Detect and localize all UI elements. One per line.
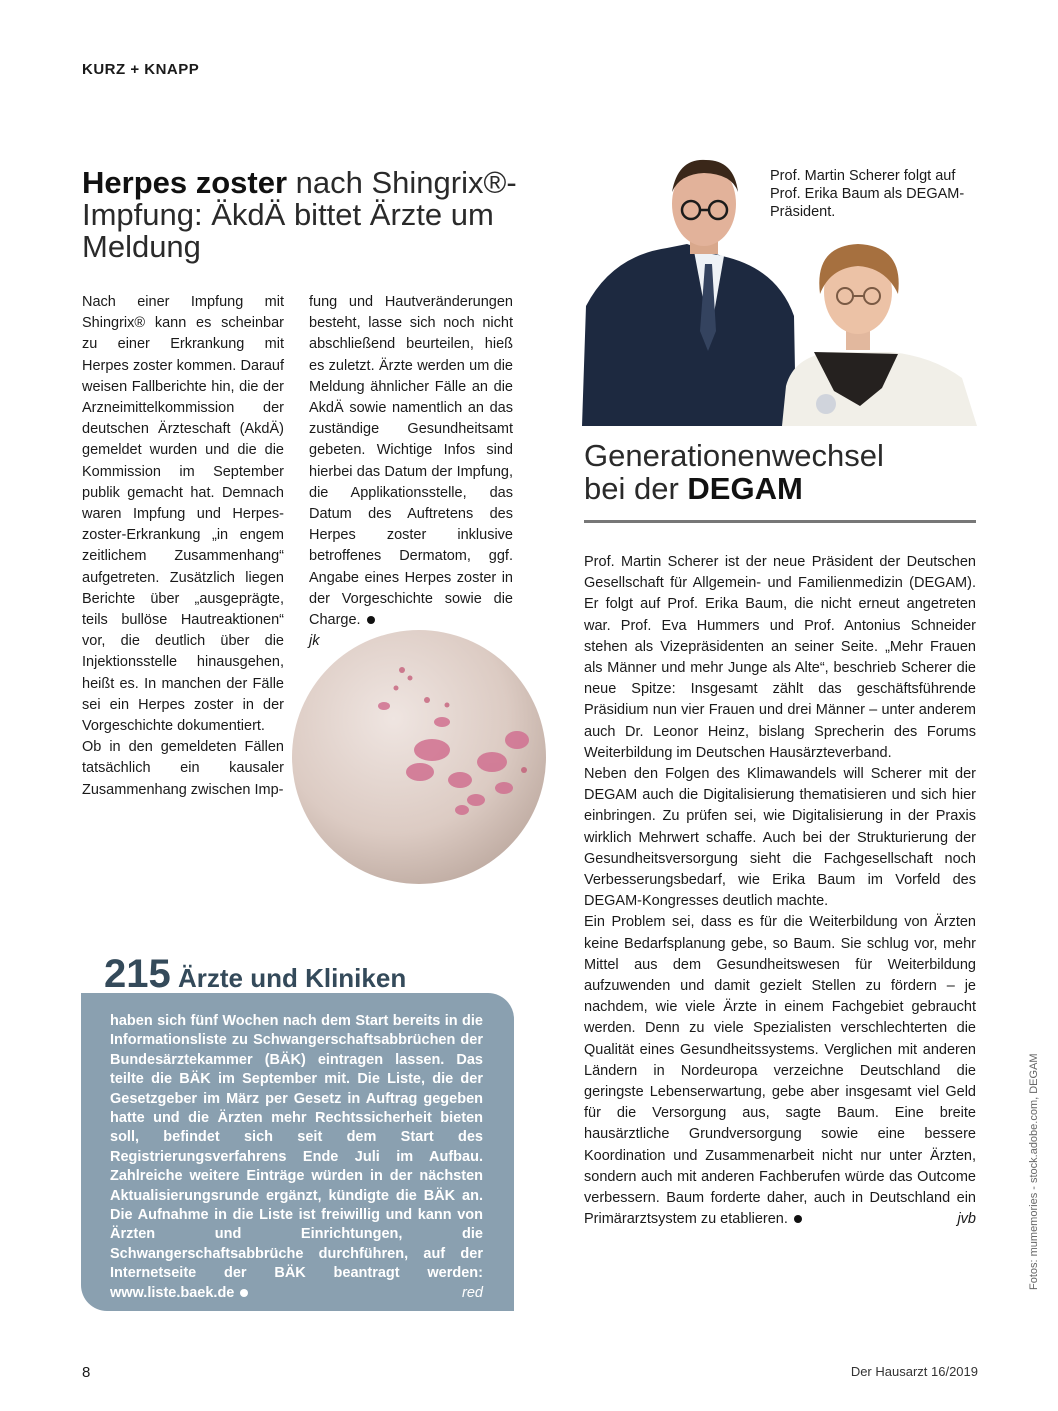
title-line-2-bold: DEGAM [687, 471, 803, 506]
title-line-2-pre: bei der [584, 471, 688, 506]
article-title-degam [584, 439, 976, 505]
paragraph-text: fung und Hautveränderungen besteht, lasse sich noch nicht abschließend beurteilen, hieß es zuletzt. Ärzte werden um die Meldung ähnlicher Fälle an die AkdÄ sowie namentlich an das zuständige Gesundheitsamt gebeten. Wichtige Infos sind hierbei das Datum der Impfung, die Applikationsstelle, das Datum des Auftretens des Herpes zoster inklusive betroffenes Dermatom, ggf. Angabe eines Herpes zoster in der Vorgeschichte sowie die Charge. [309, 294, 513, 629]
paragraph: Neben den Folgen des Klimawandels will Scherer mit der DEGAM auch die Digitalisierung thematisieren und sich hier einbringen. Zu prüfen sei, wie Digitalisierung in der Praxis wirklich Mehrwert schaffe. Auch bei der Strukturierung der Gesundheitsversorgung sieht die Fachgesellschaft noch Verbesserungsbedarf, wie Erika Baum im Vorfeld des DEGAM-Kongresses deutlich machte. [584, 766, 976, 910]
article-column-2 [309, 292, 513, 652]
title-line-1: Generationenwechsel [584, 438, 884, 473]
info-box-text [110, 1012, 483, 1303]
title-bold: Herpes zoster [82, 165, 288, 200]
info-box-heading: Ärzte und Kliniken [170, 963, 407, 993]
paragraph-text: Ein Problem sei, dass es für die Weiterbildung von Ärzten keine Bedarfsplanung gebe, so Baum. Sie schlug vor, mehr Mittel aus dem Gesundheitswesen für Weiterbildung aufzuwenden und damit gezielt Stellen zu fördern – je nachdem, wie viele Ärzte in einem Fachgebiet gebraucht werden. Denn zu viele Spezialisten verschlechterten die Qualität eines Gesundheitssystems. Verglichen mit anderen Ländern in Nordeuropa verzeichne Deutschland die geringste Lebenserwartung, gebe aber insgesamt viel Geld für die Versorgung aus, sagte Baum. Eine breite hausärztliche Grundversorgung sowie eine bessere Koordination und Zusammenarbeit nicht nur unter Ärzten, sondern auch mit anderen Fachberufen würde das Outcome verbessern. Baum forderte daher, auch in Deutschland ein Primärarztsystem zu etablieren. [584, 914, 976, 1228]
footer-issue: Der Hausarzt 16/2019 [850, 1364, 978, 1379]
skin-rash-photo [292, 630, 546, 884]
author-initials: red [462, 1284, 483, 1301]
paragraph: Nach einer Impfung mit Shingrix® kann es scheinbar zu einer Erkrankung mit Herpes zoster kommen. Darauf weisen Fallberichte hin, die der Arzneimittelkommission der deutschen Ärzteschaft (AkdÄ) gemeldet wurden und die die Kommission im September publik gemacht hat. Demnach waren Impfung und Herpes-zoster-Erkrankung „in engem zeitlichem Zusammenhang“ aufgetreten. Zusätzlich liegen Berichte über „ausgeprägte, teils bullöse Hautreaktionen“ vor, die deutlich über die Injektionsstelle hinausgehen, heißt es. In manchen der Fälle sei ein Herpes zoster in der Vorgeschichte dokumentiert. [82, 294, 284, 735]
title-line-2 [584, 472, 976, 505]
paragraph [309, 292, 513, 631]
info-box-body: haben sich fünf Wochen nach dem Start bereits in die Informationsliste zu Schwangerschaftsabbrüchen der Bundesärztekammer (BÄK) eintragen lassen. Das teilte die BÄK im September mit. Die Liste, die der Gesetzgeber im März per Gesetz in Auftrag gegeben hatte und die Ärzten mehr Rechtssicherheit bieten soll, befindet sich seit dem Start des Registrierungsverfahrens Ende Juli im Aufbau. Zahlreiche weitere Einträge würden in der nächsten Aktualisierungsrunde ergänzt, kündigte die BÄK an. Die Aufnahme in die Liste ist freiwillig und kann von Ärzten und Einrichtungen, die Schwangerschaftsabbrüche durchführen, auf der Internetseite der BÄK beantragt werden: www.liste.baek.de [110, 1013, 483, 1301]
section-label: KURZ + KNAPP [82, 61, 200, 78]
photo-caption: Prof. Martin Scherer folgt auf Prof. Erika Baum als DEGAM-Präsident. [770, 168, 965, 220]
photo-credit: Fotos: mumemories - stock.adobe.com, DEGAM [1028, 1053, 1040, 1290]
title-divider [584, 520, 976, 523]
info-box-number: 215 [104, 952, 171, 996]
author-initials: jk [309, 633, 320, 650]
end-dot-icon [367, 616, 375, 624]
paragraph [584, 912, 976, 1230]
article-column-3 [584, 552, 976, 1231]
article-column-1 [82, 292, 284, 801]
info-box-title [104, 952, 406, 997]
title-rest: nach Shingrix®-Impfung: ÄkdÄ bittet Ärzte um Meldung [82, 165, 517, 264]
author-initials: jvb [957, 1211, 976, 1228]
page-number: 8 [82, 1364, 91, 1381]
paragraph: Ob in den gemeldeten Fällen tatsächlich ein kausaler Zusammenhang zwischen Imp- [82, 739, 284, 798]
end-dot-icon [240, 1289, 248, 1297]
end-dot-icon [794, 1215, 802, 1223]
paragraph: Prof. Martin Scherer ist der neue Präsident der Deutschen Gesellschaft für Allgemein- und Familienmedizin (DEGAM). Er folgt auf Prof. Erika Baum, die nicht erneut angetreten war. Prof. Eva Hummers und Prof. Antonius Schneider stehen als Vizepräsidenten an seiner Seite. „Mehr Frauen als Männer und mehr Junge als Alte“, beschrieb Scherer die neue Spitze: Insgesamt zählt das geschäftsführende Präsidium nun vier Frauen und drei Männer – unter anderem auch Dr. Leonor Heinz, bislang Sprecherin des Forums Weiterbildung im Deutschen Hausärzteverband. [584, 554, 976, 761]
article-title-herpes [82, 167, 522, 263]
